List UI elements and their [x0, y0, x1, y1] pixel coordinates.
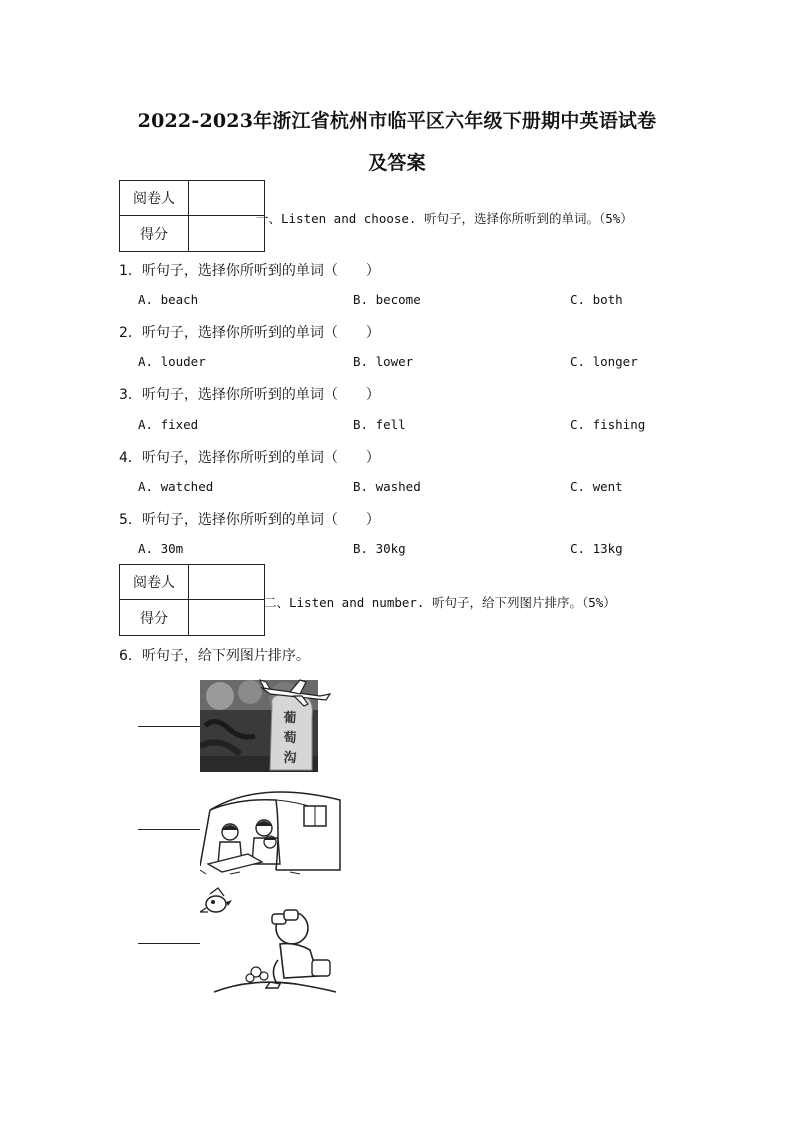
q5-option-a: A. 30m	[138, 541, 184, 556]
question-4: 4．听句子，选择你所听到的单词（ ）	[119, 450, 380, 466]
q3-option-b: B. fell	[353, 417, 406, 432]
question-2: 2．听句子，选择你所听到的单词（ ）	[119, 325, 380, 341]
score-label: 得分	[120, 600, 189, 635]
page-title-continued: 及答案	[368, 152, 426, 174]
svg-text:萄: 萄	[283, 731, 297, 746]
answer-blank-2[interactable]	[138, 829, 200, 830]
q4-option-a: A. watched	[138, 479, 214, 494]
score-label: 得分	[120, 216, 189, 251]
question-3: 3．听句子，选择你所听到的单词（ ）	[119, 387, 380, 403]
reviewer-label: 阅卷人	[120, 181, 189, 215]
q4-option-c: C. went	[570, 479, 623, 494]
section2-heading: 二、Listen and number. 听句子，给下列图片排序。（5%）	[264, 595, 616, 610]
q2-option-b: B. lower	[353, 354, 414, 369]
q1-option-a: A. beach	[138, 292, 199, 307]
q5-option-c: C. 13kg	[570, 541, 623, 556]
answer-blank-1[interactable]	[138, 726, 200, 727]
q3-option-a: A. fixed	[138, 417, 199, 432]
question-1: 1．听句子，选择你所听到的单词（ ）	[119, 263, 380, 279]
grape-valley-stone-icon	[200, 676, 334, 772]
question-5: 5．听句子，选择你所听到的单词（ ）	[119, 512, 380, 528]
q4-option-b: B. washed	[353, 479, 421, 494]
q5-option-b: B. 30kg	[353, 541, 406, 556]
q2-option-a: A. louder	[138, 354, 206, 369]
q3-option-c: C. fishing	[570, 417, 646, 432]
boy-binoculars-icon	[200, 884, 340, 996]
svg-text:葡: 葡	[283, 711, 297, 726]
q1-option-b: B. become	[353, 292, 421, 307]
tent-family-icon	[200, 780, 342, 876]
q2-option-c: C. longer	[570, 354, 638, 369]
answer-blank-3[interactable]	[138, 943, 200, 944]
svg-text:沟: 沟	[283, 751, 297, 766]
q1-option-c: C. both	[570, 292, 623, 307]
score-box-section1	[119, 180, 265, 252]
question-6: 6．听句子，给下列图片排序。	[119, 648, 310, 664]
score-box-section2	[119, 564, 265, 636]
reviewer-label: 阅卷人	[120, 565, 189, 599]
section1-heading: 一、Listen and choose. 听句子，选择你所听到的单词。（5%）	[256, 211, 633, 226]
page-title: 2022-2023年浙江省杭州市临平区六年级下册期中英语试卷	[137, 110, 657, 132]
